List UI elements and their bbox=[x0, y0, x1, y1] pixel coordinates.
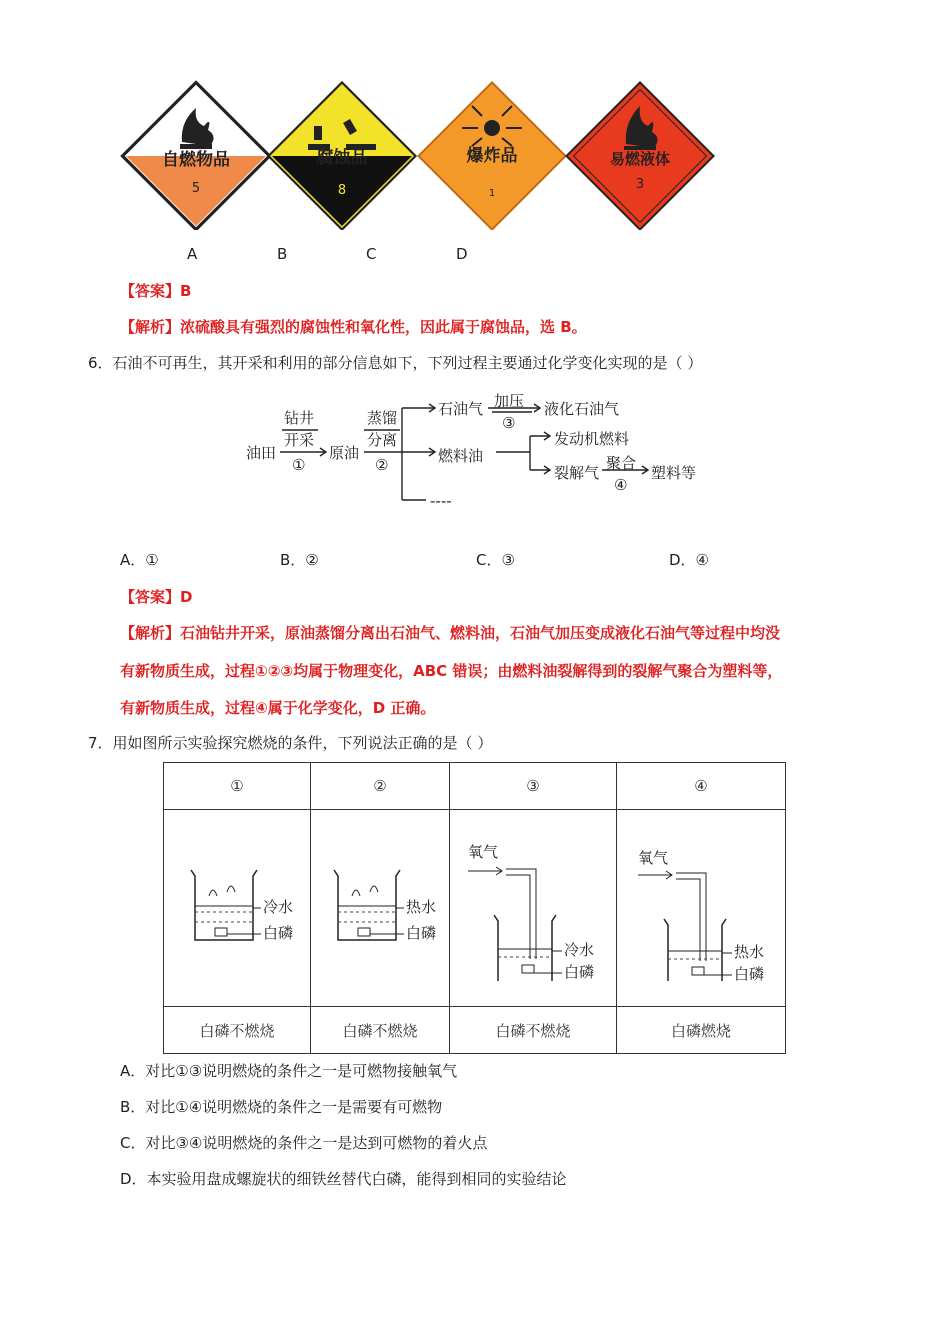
beaker-cell-4 bbox=[617, 810, 786, 1007]
water-label-1: 冷水 bbox=[263, 898, 294, 916]
flow-drill-top: 钻井 bbox=[284, 409, 315, 427]
flow-polymer: 聚合 bbox=[606, 454, 637, 472]
beaker-cold-oxygen bbox=[458, 831, 608, 981]
flow-cracked: 裂解气 bbox=[554, 464, 600, 482]
flow-step-1: ① bbox=[292, 456, 306, 474]
phosphorus-label-4: 白磷 bbox=[734, 965, 765, 981]
sign-label-d: D bbox=[456, 245, 468, 263]
phosphorus-label-2: 白磷 bbox=[406, 924, 437, 942]
flow-step-2: ② bbox=[375, 456, 389, 474]
q7-stem: 7．用如图所示实验探究燃烧的条件，下列说法正确的是（ ） bbox=[88, 734, 493, 752]
q7-option-b[interactable]: B．对比①④说明燃烧的条件之一是需要有可燃物 bbox=[120, 1098, 443, 1116]
oxygen-label-4: 氧气 bbox=[638, 849, 669, 867]
flow-engine: 发动机燃料 bbox=[554, 430, 630, 448]
sign-c-number: 1 bbox=[488, 188, 496, 199]
q6-analysis-line-3: 有新物质生成，过程④属于化学变化，D 正确。 bbox=[120, 699, 436, 717]
flow-fuel: 燃料油 bbox=[438, 447, 484, 465]
header-4: ④ bbox=[617, 763, 786, 810]
flow-dashes: ---- bbox=[430, 492, 452, 510]
flow-step-3: ③ bbox=[502, 414, 516, 432]
flow-drill-bottom: 开采 bbox=[284, 431, 315, 449]
phosphorus-label-3: 白磷 bbox=[564, 963, 595, 981]
beaker-cell-3 bbox=[450, 810, 617, 1007]
q6-answer: 【答案】D bbox=[120, 588, 193, 606]
q7-option-a[interactable]: A．对比①③说明燃烧的条件之一是可燃物接触氧气 bbox=[120, 1062, 458, 1080]
q6-stem: 6．石油不可再生，其开采和利用的部分信息如下，下列过程主要通过化学变化实现的是（ ） bbox=[88, 354, 703, 372]
q6-option-a[interactable]: A．① bbox=[120, 551, 159, 569]
q7-option-d[interactable]: D．本实验用盘成螺旋状的细铁丝替代白磷，能得到相同的实验结论 bbox=[120, 1170, 567, 1188]
q5-answer: 【答案】B bbox=[120, 282, 192, 300]
beaker-hot-oxygen bbox=[626, 831, 776, 981]
hazard-signs bbox=[120, 80, 730, 230]
q5-analysis: 【解析】浓硫酸具有强烈的腐蚀性和氧化性，因此属于腐蚀品，选 B。 bbox=[120, 318, 587, 336]
q6-option-b[interactable]: B．② bbox=[280, 551, 319, 569]
sign-label-b: B bbox=[277, 245, 288, 263]
q6-analysis-line-2: 有新物质生成，过程①②③均属于物理变化，ABC 错误；由燃料油裂解得到的裂解气聚合为塑料等， bbox=[120, 662, 783, 680]
sign-b-number: 8 bbox=[337, 183, 347, 198]
flow-liquefied: 液化石油气 bbox=[544, 400, 620, 418]
sign-a-name: 自燃物品 bbox=[162, 150, 230, 170]
water-label-2: 热水 bbox=[406, 898, 437, 916]
flow-distill-bottom: 分离 bbox=[367, 431, 398, 449]
sign-b-name: 腐蚀品 bbox=[316, 148, 368, 168]
q7-option-c[interactable]: C．对比③④说明燃烧的条件之一是达到可燃物的着火点 bbox=[120, 1134, 488, 1152]
petroleum-flow-diagram bbox=[240, 390, 710, 510]
flow-step-4: ④ bbox=[614, 476, 628, 494]
sign-c-name: 爆炸品 bbox=[466, 146, 518, 166]
sign-label-a: A bbox=[187, 245, 198, 263]
flow-oilfield: 油田 bbox=[246, 444, 277, 462]
sign-corrosive bbox=[268, 82, 415, 229]
sign-explosive bbox=[418, 82, 565, 229]
q6-option-c[interactable]: C．③ bbox=[476, 551, 515, 569]
oxygen-label-3: 氧气 bbox=[468, 843, 499, 861]
flow-crude: 原油 bbox=[329, 444, 360, 462]
header-1: ① bbox=[164, 763, 311, 810]
sign-spontaneous-combustion bbox=[122, 82, 269, 229]
beaker-cell-2 bbox=[311, 810, 450, 1007]
sign-a-number: 5 bbox=[191, 181, 201, 196]
caption-3: 白磷不燃烧 bbox=[450, 1007, 617, 1054]
caption-1: 白磷不燃烧 bbox=[164, 1007, 311, 1054]
phosphorus-label-1: 白磷 bbox=[263, 924, 294, 942]
flow-pressure: 加压 bbox=[494, 392, 525, 410]
q6-analysis-line-1: 【解析】石油钻井开采，原油蒸馏分离出石油气、燃料油，石油气加压变成液化石油气等过程中均没 bbox=[120, 624, 781, 642]
caption-2: 白磷不燃烧 bbox=[311, 1007, 450, 1054]
experiment-table bbox=[163, 762, 786, 1054]
sign-flammable-liquid bbox=[566, 82, 713, 229]
water-label-3: 冷水 bbox=[564, 941, 595, 959]
q6-option-d[interactable]: D．④ bbox=[669, 551, 709, 569]
beaker-cold-no-oxygen bbox=[177, 856, 297, 956]
beaker-hot-no-oxygen bbox=[320, 856, 440, 956]
flow-lpg: 石油气 bbox=[438, 400, 484, 418]
caption-4: 白磷燃烧 bbox=[617, 1007, 786, 1054]
sign-label-c: C bbox=[366, 245, 377, 263]
sign-d-number: 3 bbox=[635, 177, 645, 192]
sign-d-name: 易燃液体 bbox=[609, 150, 671, 168]
flow-distill-top: 蒸馏 bbox=[367, 409, 398, 427]
flow-plastic: 塑料等 bbox=[651, 464, 697, 482]
header-2: ② bbox=[311, 763, 450, 810]
header-3: ③ bbox=[450, 763, 617, 810]
water-label-4: 热水 bbox=[734, 943, 765, 961]
beaker-cell-1 bbox=[164, 810, 311, 1007]
